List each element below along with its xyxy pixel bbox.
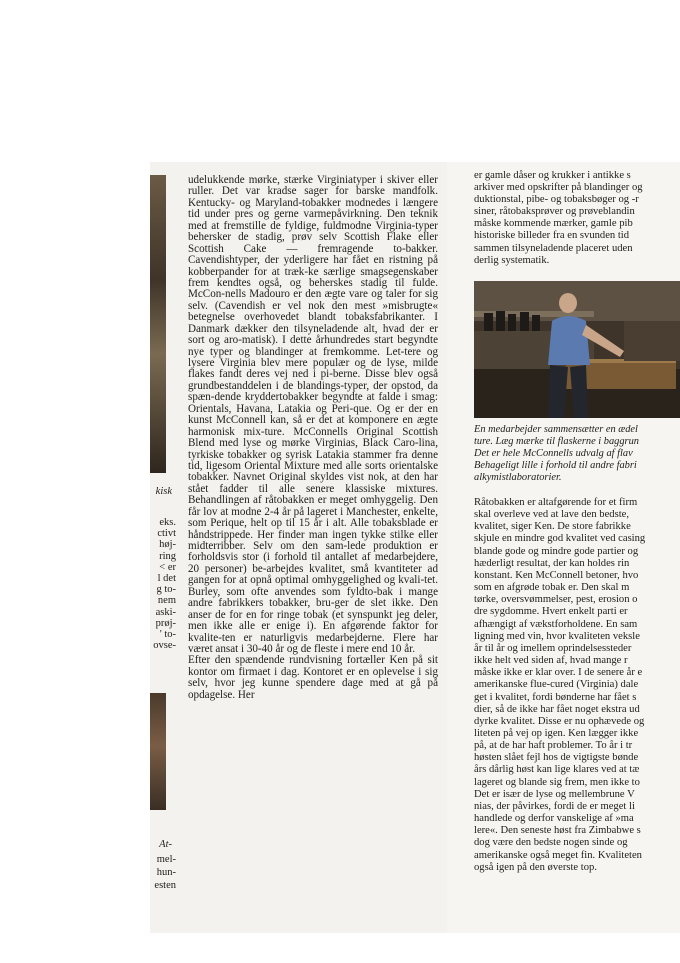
text-line: på, at de har haft problemer. To år i tr — [474, 740, 633, 752]
strip-line: prøj- — [155, 617, 176, 629]
text-line: sammen tilsyneladende placeret uden — [474, 242, 633, 254]
caption-line: ture. Læg mærke til flaskerne i baggrun — [474, 436, 639, 448]
text-line: handlede og derfor vanskelige af »ma — [474, 813, 634, 825]
text-line: skjule en mindre god kvalitet ved casing — [474, 533, 646, 545]
strip-line: aski- — [155, 606, 176, 618]
workshop-photo-illustration — [474, 281, 680, 418]
strip-photo-bottom — [150, 693, 166, 810]
text-line: blande gode og mindre gode partier og — [474, 545, 639, 557]
text-line: dog være den bedste nogen sinde og — [474, 837, 628, 849]
text-line: Råtobakken er altafgørende for et firm — [474, 497, 638, 508]
strip-photo-top — [150, 175, 166, 473]
strip-line: ctivt — [157, 528, 176, 540]
text-line: Det er især de lyse og mellembrune V — [474, 788, 635, 800]
text-line: nias, der påvirkes, fordi de er meget li — [474, 800, 635, 812]
text-line: år til år og imellem oprindelsessteder — [474, 642, 632, 654]
text-line: derlig systematik. — [474, 254, 550, 266]
text-line: er gamle dåser og krukker i antikke s — [474, 170, 631, 181]
caption-line: alkymistlaboratorier. — [474, 472, 562, 484]
text-line: historiske billeder fra en svunden tid — [474, 230, 630, 242]
strip-line: ' to- — [159, 629, 176, 641]
photo-caption — [474, 424, 680, 484]
main-article-column — [188, 175, 438, 701]
text-line: års dårlig høst kan lige klares ved at tæ — [474, 764, 640, 776]
strip-line: esten — [154, 880, 176, 891]
text-line: lageret og blande sig frem, men ikke to — [474, 776, 640, 788]
text-line: kvalitet, siger Ken. De store fabrikke — [474, 521, 631, 533]
text-line: dier, så de ikke har fået noget ekstra ud — [474, 703, 640, 715]
strip-line: ovse- — [153, 640, 176, 652]
strip-text-column-bottom — [150, 853, 176, 892]
text-line: liteten på vej op igen. Ken lægger ikke — [474, 727, 639, 739]
text-line: arkiver med opskrifter på blandinger og — [474, 182, 643, 194]
strip-line: nem — [157, 595, 176, 607]
caption-line: Det er hele McConnells udvalg af flav — [474, 448, 633, 460]
caption-line: Behageligt lille i forhold til andre fabri — [474, 460, 637, 472]
text-line: måske ikke er klar over. I de senere år e — [474, 667, 643, 679]
text-line: ligning med vin, hvor kvaliteten veksle — [474, 630, 640, 642]
text-line: duktionstal, pibe- og tobaksbøger og -r — [474, 194, 639, 206]
text-line: amerikanske også meget fin. Kvaliteten — [474, 849, 642, 861]
strip-line: l det — [157, 573, 176, 585]
text-line: ikke helt ved siden af, hvad mange r — [474, 655, 628, 667]
text-line: dyrke kvalitet. Disse er nu ophævede og — [474, 715, 645, 727]
right-column-top-text — [474, 170, 680, 267]
text-line: get i kvalitet, fordi bønderne har fået s — [474, 691, 637, 703]
text-line: lere«. Den seneste høst fra Zimbabwe s — [474, 825, 641, 837]
text-line: tørke, oversvømmelser, pest, erosion o — [474, 594, 638, 606]
strip-line: < er — [159, 561, 176, 573]
strip-line: g to- — [156, 584, 176, 596]
text-line: siner, råtobaksprøver og prøveblandin — [474, 206, 635, 218]
workshop-photo — [474, 281, 680, 418]
strip-line: ring — [159, 550, 176, 562]
article-paragraph: Efter den spændende rundvisning fortæller Ken på sit kontor om firmaet i dag. Kontoret er en oplevelse i sig selv, hvor jeg kunne spendere dage med at gå på opdagelse. Her — [188, 654, 438, 701]
strip-line: høj- — [159, 539, 176, 551]
strip-line: mel- — [156, 854, 176, 865]
text-line: også igen på den øverste top. — [474, 861, 597, 873]
text-line: afhængigt af vækstforholdene. En sam — [474, 618, 638, 630]
text-line: måske kommende mærker, gamle pib — [474, 218, 633, 230]
text-line: skal overleve ved at lave den bedste, — [474, 509, 630, 521]
article-paragraph: udelukkende mørke, stærke Virginiatyper i skiver eller ruller. Det var kradse sager for barske mandfolk. Kentucky- og Maryland-tobakker modnedes i længere tid under pres og gerne varmepåvirkning. Den teknik med at fremstille de fyldige, fuldmodne Virginia-typer behersker de stadig, prøv selv Scottish Flake eller Scottish Cake — fremragende to-bakker. Cavendishtyper, der yderligere har fået en ristning på kobberpander for at træk-ke særlige smagsegenskaber frem kendtes også, og beherskes stadig til fulde. McCon-nells Madouro er den ægte vare og taler for sig selv. (Cavendish er vel nok den mest »misbrugte« betegnelse overhovedet blandt tobaksfabrikanter. I Danmark dækker den tilsyneladende alt, hvad der er sort og aro-matisk). I dette århundredes start begyndte nye typer og blandinger at fremkomme. Let-tere og lysere Virginia blev mere populær og de lyse, milde flakes fandt deres vej ned i pi-berne. Disse blev også grundbestanddelen i de blandings-typer, der opstod, da spæn-dende kryddertobakker begyndte at falde i smag: Orientals, Havana, Latakia og Peri-que. Og er der en kunst McConnell kan, så er det at komponere en ægte harmonisk mix-ture. McConnells Original Scottish Blend med lyse og mørke Virginias, Black Caro-lina, tyrkiske tobakker og syrisk Latakia stammer fra denne tid, ligesom Oriental Mixture med alle sorts orientalske tobakker. Navnet Original skyldes vist nok, at den har stået fadder til alle senere klassiske mixtures. Behandlingen af råtobakken er meget omhyggelig. Den får lov at modne 2-4 år på lageret i Manchester, enkelte, som Perique, helt op til 15 år i alt. Alle tobaksblade er håndstrippede. Her finder man ingen tykke stilke eller midterribber. Selv om den sam-lede produktion er forholdsvis stor (i forhold til antallet af medarbejdere, 20 personer) be-arbejdes kvalitet, små kvantiteter ad gangen for at opnå optimal omhyggelighed og kvali-tet. Burley, som ofte anvendes som fyldto-bak i mange andre fabrikkers tobakker, bru-ger de slet ikke. Den anser de for en for ringe tobak (et synspunkt jeg deler, men ikke alle er enige i). En afgørende faktor for kvalite-ten er naturligvis medarbejderne. Flere har været ansat i 30-40 år og de fleste i mere end 10 år. — [188, 174, 438, 655]
text-line: amerikanske flue-cured (Virginia) dale — [474, 679, 639, 691]
right-column-body-text — [474, 497, 680, 874]
text-line: konstant. Ken McConnell betoner, hvo — [474, 569, 639, 581]
strip-line: eks. — [159, 517, 176, 528]
strip-text-column — [150, 517, 176, 651]
strip-caption-top: kisk — [155, 486, 172, 497]
strip-caption-bottom: At- — [159, 839, 172, 850]
text-line: som en afgrøde tobak er. Den skal m — [474, 582, 630, 594]
strip-line: hun- — [156, 867, 176, 878]
text-line: hæderligt resultat, der kan holdes rin — [474, 557, 630, 569]
text-line: dre sygdomme. Hvert enkelt parti er — [474, 606, 628, 618]
caption-line: En medarbejder sammensætter en ædel — [474, 424, 638, 435]
text-line: høsten slået fejl hos de vigtigste bønde — [474, 752, 639, 764]
